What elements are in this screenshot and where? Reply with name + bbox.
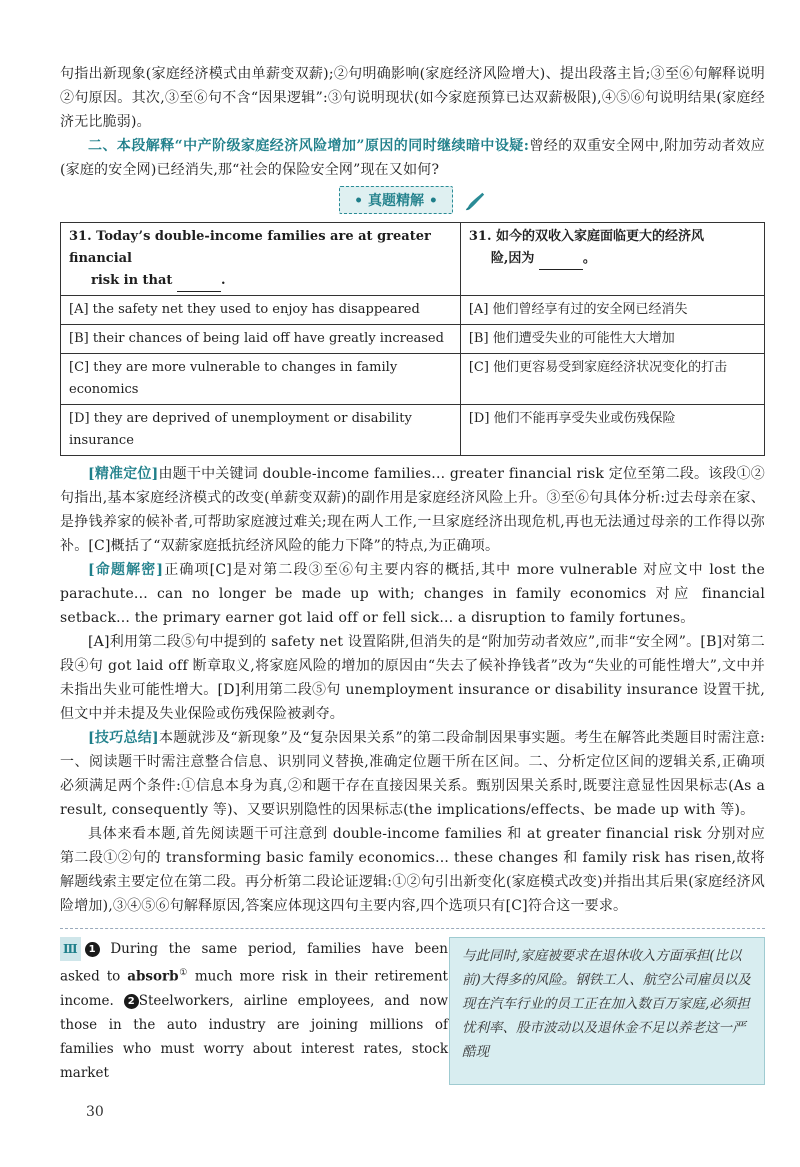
- option-row: [61, 354, 765, 405]
- section-divider: [60, 928, 765, 929]
- question-stem-row: [61, 223, 765, 296]
- tag-skill: [技巧总结]: [88, 730, 159, 746]
- section-two-heading: 二、本段解释“中产阶级家庭经济风险增加”原因的同时继续暗中设疑:: [88, 138, 530, 154]
- option-en: [C] they are more vulnerable to changes in family economics: [61, 354, 461, 405]
- section-badge: [60, 186, 765, 216]
- intro-paragraph: 句指出新现象(家庭经济模式由单薪变双薪);②句明确影响(家庭经济风险增大)、提出段落主旨;③至⑥句解释说明②句原因。其次,③至⑥句不含“因果逻辑”:③句说明现状(如今家庭预算已达双薪极限),④⑤⑥句说明结果(家庭经济无比脆弱)。: [60, 66, 765, 130]
- question-table: [60, 222, 765, 456]
- badge-label: • 真题精解 •: [339, 186, 453, 214]
- option-zh: [C] 他们更容易受到家庭经济状况变化的打击: [460, 354, 764, 405]
- option-en: [D] they are deprived of unemployment or disability insurance: [61, 405, 461, 456]
- option-row: [61, 405, 765, 456]
- option-zh: [B] 他们遭受失业的可能性大大增加: [460, 325, 764, 354]
- passage-section: [60, 937, 765, 1085]
- tag-decode: [命题解密]: [88, 562, 164, 578]
- stem-zh: 31. 如今的双收入家庭面临更大的经济风 险,因为 。: [460, 223, 764, 296]
- stem-en: 31. Today’s double-income families are at greater financial risk in that .: [61, 223, 461, 296]
- option-zh: [D] 他们不能再享受失业或伤残保险: [460, 405, 764, 456]
- analysis-decode: [命题解密]正确项[C]是对第二段③至⑥句主要内容的概括,其中 more vulnerable 对应文中 lost the parachute... can no longer be made up with; changes in family economics 对应 financial setback... the primary earner got laid off or fell sick... a disruption to family fortunes。: [60, 562, 765, 626]
- sentence-number: 2: [124, 994, 139, 1009]
- analysis-distractors: [A]利用第二段⑤句中提到的 safety net 设置陷阱,但消失的是“附加劳动者效应”,而非“安全网”。[B]对第二段④句 got laid off 断章取义,将家庭风险的增加的原因由“失去了候补挣钱者”改为“失业的可能性增大”,文中并未指出失业可能性增大。[D]利用第二段⑤句 unemployment insurance or disability insurance 设置干扰,但文中并未提及失业保险或伤残保险被剥夺。: [60, 634, 765, 722]
- analysis-location: [精准定位]由题干中关键词 double-income families... greater financial risk 定位至第二段。该段①②句指出,基本家庭经济模式的改变(单薪变双薪)的副作用是家庭经济风险上升。③至⑥句具体分析:过去母亲在家、是挣钱养家的候补者,可帮助家庭渡过难关;现在两人工作,一旦家庭经济出现危机,再也无法通过母亲的工作得以弥补。[C]概括了“双薪家庭抵抗经济风险的能力下降”的特点,为正确项。: [60, 466, 765, 554]
- analysis-detail: 具体来看本题,首先阅读题干可注意到 double-income families 和 at greater financial risk 分别对应第二段①②句的 transforming basic family economics... these changes 和 family risk has risen,故将解题线索主要定位在第二段。再分析第二段论证逻辑:①②句引出新变化(家庭模式改变)并指出其后果(家庭经济风险增加),③④⑤⑥句解释原因,答案应体现这四句主要内容,四个选项只有[C]符合这一要求。: [60, 826, 765, 914]
- option-en: [B] their chances of being laid off have greatly increased: [61, 325, 461, 354]
- option-row: [61, 325, 765, 354]
- section-two-paragraph: [60, 134, 765, 182]
- option-en: [A] the safety net they used to enjoy has disappeared: [61, 296, 461, 325]
- analysis-skill: [技巧总结]本题就涉及“新现象”及“复杂因果关系”的第二段命制因果事实题。考生在解答此类题目时需注意:一、阅读题干时需注意整合信息、识别同义替换,准确定位题干所在区间。二、分析定位区间的逻辑关系,正确项必须满足两个条件:①信息本身为真,②和题干存在直接因果关系。甄别因果关系时,既要注意显性因果标志(As a result, consequently 等)、又要识别隐性的因果标志(the implications/effects、be made up with 等)。: [60, 730, 766, 818]
- paragraph-marker: Ⅲ: [60, 937, 81, 961]
- passage-translation: 与此同时,家庭被要求在退休收入方面承担(比以前)大得多的风险。钢铁工人、航空公司雇员以及现在汽车行业的员工正在加入数百万家庭,必须担忧利率、股市波动以及退休金不足以养老这一严酷现: [449, 937, 765, 1085]
- page-content: [60, 62, 765, 1085]
- section-two-body: 曾经的双重安全网中,附加劳动者效应(家庭的安全网)已经消失,那“社会的保险安全网”现在又如何?: [60, 138, 766, 178]
- option-zh: [A] 他们曾经享有过的安全网已经消失: [460, 296, 764, 325]
- brush-icon: [464, 190, 486, 212]
- sentence-number: 1: [85, 942, 100, 957]
- vocab-word[interactable]: absorb: [127, 968, 179, 985]
- tag-location: [精准定位]: [88, 466, 159, 482]
- passage-english: Ⅲ 1 During the same period, families have been asked to absorb① much more risk in their retirement income. 2 Steelworkers, airline employees, and now those in the auto industry are joining millions of families who must worry about interest rates, stock market: [60, 937, 448, 1085]
- answer-blank: [177, 277, 221, 292]
- option-row: [61, 296, 765, 325]
- answer-blank: [539, 255, 583, 270]
- page-number: 30: [86, 1104, 104, 1120]
